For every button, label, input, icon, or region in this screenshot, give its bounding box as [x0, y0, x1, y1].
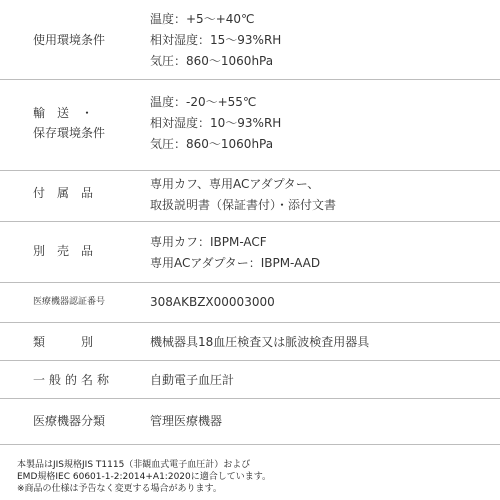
value-line: 相対湿度：10～93%RH [150, 116, 282, 130]
row-values [150, 92, 281, 155]
spec-row-device-class [0, 399, 500, 445]
value-line: 気圧：860～1060hPa [150, 137, 274, 151]
footnote-line: ※商品の仕様は予告なく変更する場合があります。 [17, 484, 222, 494]
row-values [150, 232, 320, 274]
row-label: 別 売 品 [33, 244, 94, 258]
spec-row-accessories [0, 171, 500, 222]
value-line: 取扱説明書（保証書付）・添付文書 [150, 198, 337, 212]
value-line: 専用カフ：IBPM-ACF [150, 235, 267, 249]
spec-row-optional-items [0, 222, 500, 283]
spec-row-certification-number [0, 283, 500, 323]
row-label: 医療機器分類 [33, 414, 106, 428]
value-line: 308AKBZX00003000 [150, 295, 275, 309]
row-values [150, 411, 222, 432]
row-values [150, 332, 369, 353]
row-values [150, 174, 336, 216]
row-label [33, 103, 105, 143]
row-values [150, 292, 275, 313]
footnote-line: 本製品はJIS規格JIS T1115（非観血式電子血圧計）および [17, 460, 251, 470]
value-line: 専用ACアダプター：IBPM-AAD [150, 256, 321, 270]
row-label: 類 別 [33, 335, 94, 349]
row-label: 一般的名称 [33, 373, 114, 387]
value-line: 機械器具18血圧検査又は脈波検査用器具 [150, 335, 370, 349]
value-line: 自動電子血圧計 [150, 373, 235, 387]
row-label-line: 保存環境条件 [33, 126, 106, 140]
row-label-line: 輸 送 ・ [33, 106, 94, 120]
row-label: 付 属 品 [33, 186, 94, 200]
row-label: 使用環境条件 [33, 33, 106, 47]
value-line: 温度：-20～+55℃ [150, 95, 257, 109]
value-line: 相対湿度：15～93%RH [150, 33, 282, 47]
value-line: 気圧：860～1060hPa [150, 54, 274, 68]
value-line: 専用カフ、専用ACアダプター、 [150, 177, 320, 191]
row-values [150, 9, 281, 72]
value-line: 温度：+5～+40℃ [150, 12, 255, 26]
value-line: 管理医療機器 [150, 414, 223, 428]
row-values [150, 370, 234, 391]
spec-row-storage-env [0, 80, 500, 171]
row-label: 医療機器認証番号 [33, 297, 106, 307]
spec-row-category [0, 323, 500, 361]
spec-row-generic-name [0, 361, 500, 399]
footnote-line: EMD規格IEC 60601-1-2:2014+A1:2020に適合しています。 [17, 472, 272, 482]
footnotes [17, 459, 271, 495]
spec-row-operating-env [0, 0, 500, 80]
